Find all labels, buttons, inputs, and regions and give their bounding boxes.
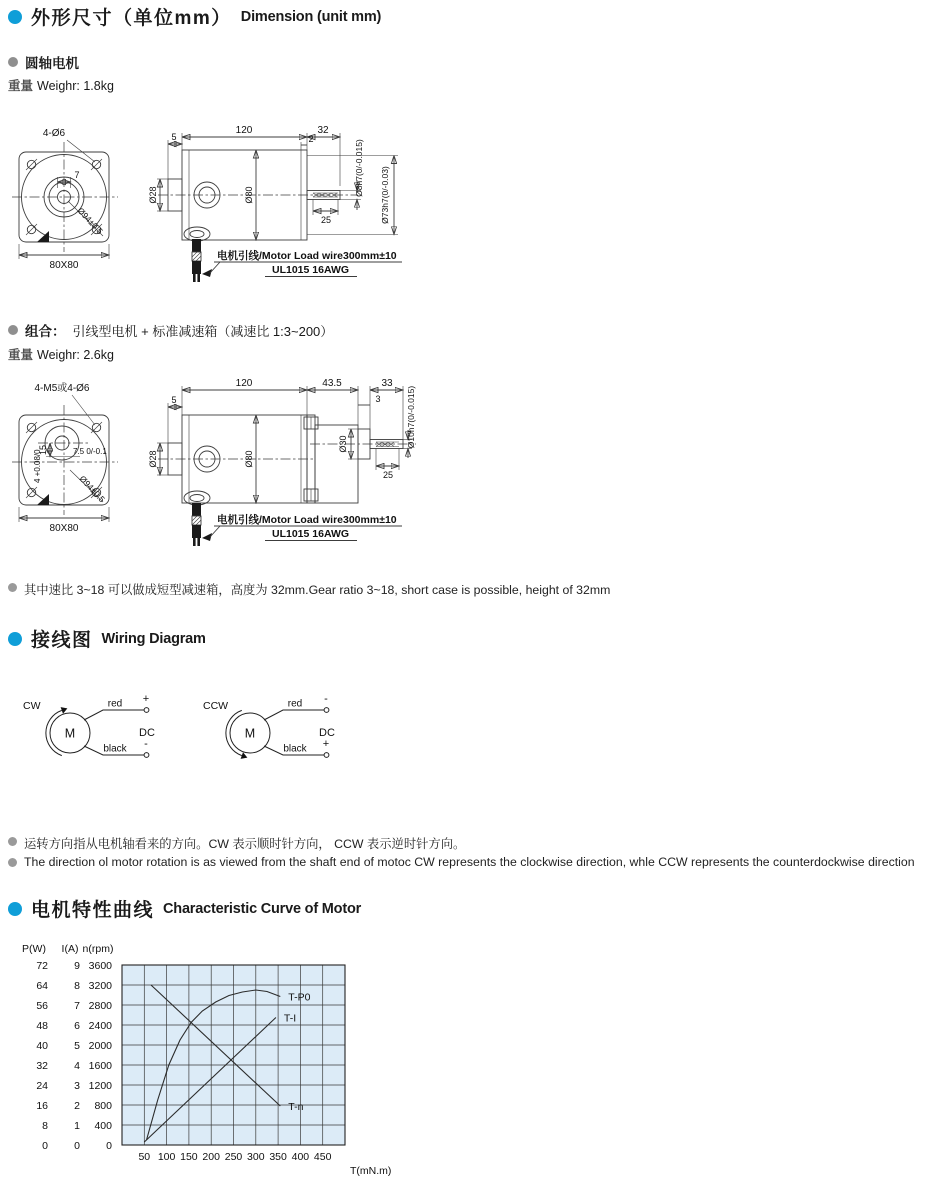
y-tick-label: 64	[36, 979, 48, 992]
wire-label-red: red	[287, 698, 303, 710]
x-tick-label: 450	[313, 1151, 332, 1163]
section-title-wiring-en: Wiring Diagram	[101, 630, 206, 647]
wire-label-red: red	[107, 698, 123, 710]
dim-pilot-dia: Ø94±0.5	[77, 473, 108, 505]
wire-note-line1: 电机引线/Motor Load wire300mm±10	[217, 514, 397, 526]
section-title-dimension-en: Dimension (unit mm)	[240, 8, 382, 25]
y-tick-label: 800	[94, 1099, 112, 1112]
gray-bullet-icon	[8, 583, 17, 592]
y-tick-label: 3	[74, 1079, 80, 1092]
section-header-wiring	[8, 625, 206, 652]
x-tick-label: 200	[202, 1151, 220, 1163]
gray-bullet-icon	[8, 858, 17, 867]
wire-label-black: black	[103, 743, 127, 755]
wire-note-line2: UL1015 16AWG	[272, 528, 350, 540]
supply-label: DC	[139, 727, 155, 739]
dim-boss-dia: Ø28	[148, 450, 158, 468]
y-tick-label: 32	[36, 1059, 48, 1072]
x-tick-label: 50	[138, 1151, 151, 1163]
motor1-front-view	[12, 128, 118, 271]
dim-flange: 5	[171, 132, 177, 142]
weight-label: 重量	[8, 79, 34, 93]
direction-label: CW	[23, 700, 41, 712]
y-tick-label: 48	[36, 1019, 48, 1032]
y-tick-label: 2800	[88, 999, 112, 1012]
y-tick-label: 24	[36, 1079, 48, 1092]
y-tick-label: 2400	[88, 1019, 112, 1032]
terminal-sign: +	[142, 693, 150, 705]
dim-shaft-dia: Ø10h7(0/-0.015)	[406, 385, 416, 449]
dim-key-width: 4 +0.08/0	[33, 449, 42, 483]
motor-symbol: M	[64, 726, 76, 741]
x-tick-label: 100	[157, 1151, 176, 1163]
y-tick-label: 8	[42, 1119, 48, 1132]
motor2-front-view	[12, 381, 118, 534]
note-text: 运转方向指从电机轴看来的方向。CW 表示顺时针方向， CCW 表示逆时针方向。	[24, 837, 466, 851]
section-title-curve-en: Characteristic Curve of Motor	[163, 900, 362, 917]
y-tick-label: 8	[74, 979, 80, 992]
dim-boss-dia: Ø28	[148, 186, 158, 204]
y-tick-label: 3600	[88, 959, 112, 972]
subsection-round-shaft-motor	[8, 52, 79, 72]
wiring-ccw	[203, 693, 335, 759]
dim-shaft-width: 7	[74, 170, 80, 180]
series-label: T-P0	[288, 991, 311, 1004]
weight-value: Weighr: 1.8kg	[37, 79, 114, 93]
motor-symbol: M	[244, 726, 256, 741]
y-tick-label: 16	[36, 1099, 48, 1112]
gray-bullet-icon	[8, 325, 18, 335]
x-tick-label: 150	[180, 1151, 198, 1163]
y-tick-label: 2000	[88, 1039, 112, 1052]
wiring-diagram	[15, 693, 415, 778]
note-text: The direction ol motor rotation is as viewed from the shaft end of motoc CW represents the clockwise direction, whle CCW represents the counterdockwise direction	[24, 855, 915, 869]
note-text: 其中速比 3~18 可以做成短型减速箱，高度为 32mm.Gear ratio 3~18, short case is possible, height of 32mm	[24, 583, 611, 597]
weight-row-motor1	[8, 76, 114, 94]
dim-key-length: 25	[382, 470, 394, 480]
ground-symbol	[37, 231, 49, 242]
blue-bullet-icon	[8, 10, 22, 24]
wire-note-line2: UL1015 16AWG	[272, 264, 350, 276]
y-tick-label: 1	[74, 1119, 80, 1132]
dim-holes: 4-Ø6	[42, 128, 66, 139]
wire-label-black: black	[283, 743, 307, 755]
ground-symbol	[37, 494, 49, 505]
note-rotation-zh	[8, 834, 928, 852]
y-tick-label: 1200	[88, 1079, 112, 1092]
section-header-curve	[8, 895, 361, 922]
dim-body-length: 120	[235, 125, 253, 136]
y-tick-label: 400	[94, 1119, 112, 1132]
dim-frame: 80X80	[49, 523, 79, 534]
series-label: T-n	[288, 1101, 304, 1113]
dim-gear-length: 43.5	[322, 378, 342, 389]
section-title-dimension-zh: 外形尺寸（单位mm）	[31, 8, 232, 29]
x-tick-label: 250	[224, 1151, 243, 1163]
y-tick-label: 4	[74, 1059, 80, 1072]
dim-pilot-dia: Ø94±0.5	[75, 205, 106, 237]
dim-body-dia: Ø80	[244, 450, 254, 468]
y-tick-label: 40	[36, 1039, 48, 1052]
drawing-geared-motor	[10, 375, 480, 570]
y-tick-label: 2	[74, 1099, 80, 1112]
weight-row-motor2	[8, 345, 114, 363]
weight-label: 重量	[8, 348, 34, 362]
drawing-round-shaft-motor	[10, 122, 470, 297]
dim-key-length: 25	[320, 215, 332, 225]
dim-body-dia: Ø80	[244, 186, 254, 204]
dim-holes: 4-M5或4-Ø6	[34, 383, 90, 394]
y-tick-label: 0	[74, 1139, 80, 1152]
y-tick-label: 3200	[88, 979, 112, 992]
weight-value: Weighr: 2.6kg	[37, 348, 114, 362]
y-axis-title: n(rpm)	[82, 943, 114, 955]
y-tick-label: 5	[74, 1039, 80, 1052]
dim-body-length: 120	[235, 378, 253, 389]
blue-bullet-icon	[8, 902, 22, 916]
dim-shaft-length: 33	[381, 378, 393, 389]
section-title-wiring-zh: 接线图	[31, 630, 93, 651]
note-gear-ratio	[8, 580, 908, 598]
subsection-title-bold: 组合：	[25, 324, 66, 339]
x-axis-title: T(mN.m)	[350, 1165, 392, 1177]
gray-bullet-icon	[8, 837, 17, 846]
section-title-curve-zh: 电机特性曲线	[31, 900, 155, 921]
dim-offset: 15	[38, 444, 48, 456]
subsection-title-rest: 引线型电机 + 标准减速箱（减速比 1:3~200）	[72, 323, 334, 339]
dim-flange: 5	[171, 395, 177, 405]
y-tick-label: 1600	[88, 1059, 112, 1072]
terminal-sign: -	[324, 693, 328, 705]
wire-note-line1: 电机引线/Motor Load wire300mm±10	[217, 250, 397, 262]
y-tick-label: 56	[36, 999, 48, 1012]
dim-step: 3	[375, 394, 381, 404]
dim-shaft-dia: Ø8h7(0/-0.015)	[354, 139, 364, 197]
wiring-cw	[23, 693, 155, 757]
dim-frame: 80X80	[49, 260, 79, 271]
y-axis-title: I(A)	[61, 943, 79, 955]
y-tick-label: 72	[36, 959, 48, 972]
x-tick-label: 400	[291, 1151, 310, 1163]
terminal-sign: -	[144, 738, 148, 750]
direction-label: CCW	[203, 700, 229, 712]
y-axis-title: P(W)	[22, 943, 46, 955]
x-tick-label: 300	[247, 1151, 265, 1163]
dim-shaft-length: 32	[317, 125, 329, 136]
subsection-title: 圆轴电机	[25, 56, 79, 71]
gray-bullet-icon	[8, 57, 18, 67]
x-tick-label: 350	[269, 1151, 287, 1163]
blue-bullet-icon	[8, 632, 22, 646]
note-rotation-en	[8, 855, 943, 869]
motor2-side-view	[148, 378, 416, 546]
rotation-arrow-ccw-icon	[226, 710, 242, 755]
y-tick-label: 7	[74, 999, 80, 1012]
y-tick-label: 0	[42, 1139, 48, 1152]
dim-spigot-dia: Ø73h7(0/-0.03)	[380, 166, 390, 224]
characteristic-curve-chart	[18, 936, 458, 1181]
y-tick-label: 6	[74, 1019, 80, 1032]
supply-label: DC	[319, 727, 335, 739]
subsection-combination	[8, 320, 333, 340]
dim-out-boss-dia: Ø30	[338, 435, 348, 453]
dim-step: 2	[308, 134, 314, 144]
motor1-side-view	[148, 125, 402, 282]
section-header-dimension	[8, 3, 381, 30]
rotation-arrow-cw-icon	[46, 710, 62, 755]
series-label: T-I	[283, 1012, 297, 1025]
terminal-sign: +	[322, 738, 330, 750]
y-tick-label: 0	[106, 1139, 112, 1152]
dim-key-depth: 7.5 0/-0.1	[73, 447, 107, 456]
y-tick-label: 9	[74, 959, 80, 972]
